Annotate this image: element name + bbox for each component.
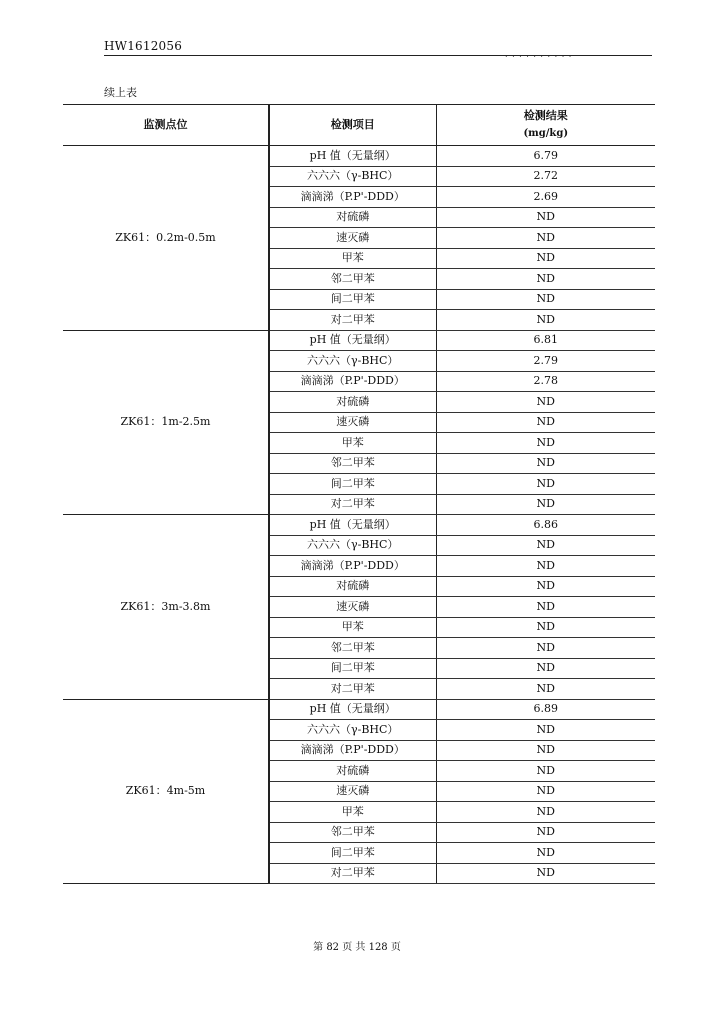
result-cell: 2.69: [436, 187, 655, 208]
result-cell: ND: [436, 638, 655, 659]
result-cell: ND: [436, 207, 655, 228]
table-body: [63, 146, 655, 884]
result-cell: ND: [436, 617, 655, 638]
result-cell: ND: [436, 556, 655, 577]
result-cell: ND: [436, 576, 655, 597]
item-cell: 对硫磷: [269, 207, 436, 228]
location-cell: ZK61：1m-2.5m: [63, 330, 269, 515]
item-cell: 滴滴涕（P.P'-DDD）: [269, 187, 436, 208]
item-cell: 间二甲苯: [269, 843, 436, 864]
header-rule: [104, 55, 652, 56]
column-header-item: 检测项目: [269, 105, 436, 146]
item-cell: 邻二甲苯: [269, 638, 436, 659]
item-cell: pH 值（无量纲）: [269, 699, 436, 720]
result-cell: 6.89: [436, 699, 655, 720]
item-cell: 甲苯: [269, 433, 436, 454]
result-cell: ND: [436, 761, 655, 782]
result-cell: 6.86: [436, 515, 655, 536]
item-cell: pH 值（无量纲）: [269, 330, 436, 351]
item-cell: 六六六（γ-BHC）: [269, 535, 436, 556]
result-cell: 6.79: [436, 146, 655, 167]
result-cell: ND: [436, 843, 655, 864]
result-cell: ND: [436, 802, 655, 823]
item-cell: 邻二甲苯: [269, 822, 436, 843]
item-cell: 滴滴涕（P.P'-DDD）: [269, 371, 436, 392]
table-row: [63, 515, 655, 536]
item-cell: 滴滴涕（P.P'-DDD）: [269, 740, 436, 761]
result-cell: ND: [436, 433, 655, 454]
item-cell: 六六六（γ-BHC）: [269, 351, 436, 372]
result-cell: ND: [436, 392, 655, 413]
item-cell: 间二甲苯: [269, 658, 436, 679]
column-header-result-label: 检测结果: [523, 109, 568, 122]
item-cell: 对硫磷: [269, 576, 436, 597]
item-cell: 甲苯: [269, 802, 436, 823]
result-cell: ND: [436, 269, 655, 290]
result-cell: ND: [436, 248, 655, 269]
continued-label: 续上表: [104, 86, 137, 99]
item-cell: 对二甲苯: [269, 863, 436, 884]
result-cell: ND: [436, 679, 655, 700]
column-header-result: [436, 105, 655, 146]
result-cell: 6.81: [436, 330, 655, 351]
item-cell: 速灭磷: [269, 597, 436, 618]
item-cell: 滴滴涕（P.P'-DDD）: [269, 556, 436, 577]
location-cell: ZK61：0.2m-0.5m: [63, 146, 269, 331]
table-row: [63, 699, 655, 720]
result-cell: ND: [436, 453, 655, 474]
result-cell: ND: [436, 412, 655, 433]
result-cell: 2.78: [436, 371, 655, 392]
item-cell: 邻二甲苯: [269, 269, 436, 290]
item-cell: 对二甲苯: [269, 679, 436, 700]
result-cell: 2.72: [436, 166, 655, 187]
result-cell: ND: [436, 781, 655, 802]
item-cell: 六六六（γ-BHC）: [269, 166, 436, 187]
column-header-result-unit: (mg/kg): [523, 128, 569, 139]
result-cell: ND: [436, 474, 655, 495]
item-cell: pH 值（无量纲）: [269, 146, 436, 167]
item-cell: 邻二甲苯: [269, 453, 436, 474]
table-row: [63, 330, 655, 351]
item-cell: 六六六（γ-BHC）: [269, 720, 436, 741]
item-cell: 间二甲苯: [269, 474, 436, 495]
result-cell: ND: [436, 740, 655, 761]
column-header-location: 监测点位: [63, 105, 269, 146]
results-table: [63, 104, 655, 884]
result-cell: ND: [436, 597, 655, 618]
result-cell: ND: [436, 720, 655, 741]
location-cell: ZK61：4m-5m: [63, 699, 269, 884]
table-row: [63, 146, 655, 167]
item-cell: 甲苯: [269, 248, 436, 269]
item-cell: 速灭磷: [269, 228, 436, 249]
location-cell: ZK61：3m-3.8m: [63, 515, 269, 700]
item-cell: pH 值（无量纲）: [269, 515, 436, 536]
item-cell: 对硫磷: [269, 761, 436, 782]
result-cell: 2.79: [436, 351, 655, 372]
item-cell: 速灭磷: [269, 412, 436, 433]
item-cell: 甲苯: [269, 617, 436, 638]
result-cell: ND: [436, 228, 655, 249]
result-cell: ND: [436, 822, 655, 843]
result-cell: ND: [436, 658, 655, 679]
result-cell: ND: [436, 535, 655, 556]
document-id: HW1612056: [104, 39, 183, 53]
result-cell: ND: [436, 310, 655, 331]
result-cell: ND: [436, 289, 655, 310]
item-cell: 对二甲苯: [269, 310, 436, 331]
table-header-row: [63, 105, 655, 146]
item-cell: 间二甲苯: [269, 289, 436, 310]
result-cell: ND: [436, 494, 655, 515]
item-cell: 对二甲苯: [269, 494, 436, 515]
page-number: 第 82 页 共 128 页: [313, 942, 401, 953]
item-cell: 对硫磷: [269, 392, 436, 413]
result-cell: ND: [436, 863, 655, 884]
item-cell: 速灭磷: [269, 781, 436, 802]
header-dots: . . . . . . . . . .: [505, 50, 573, 59]
